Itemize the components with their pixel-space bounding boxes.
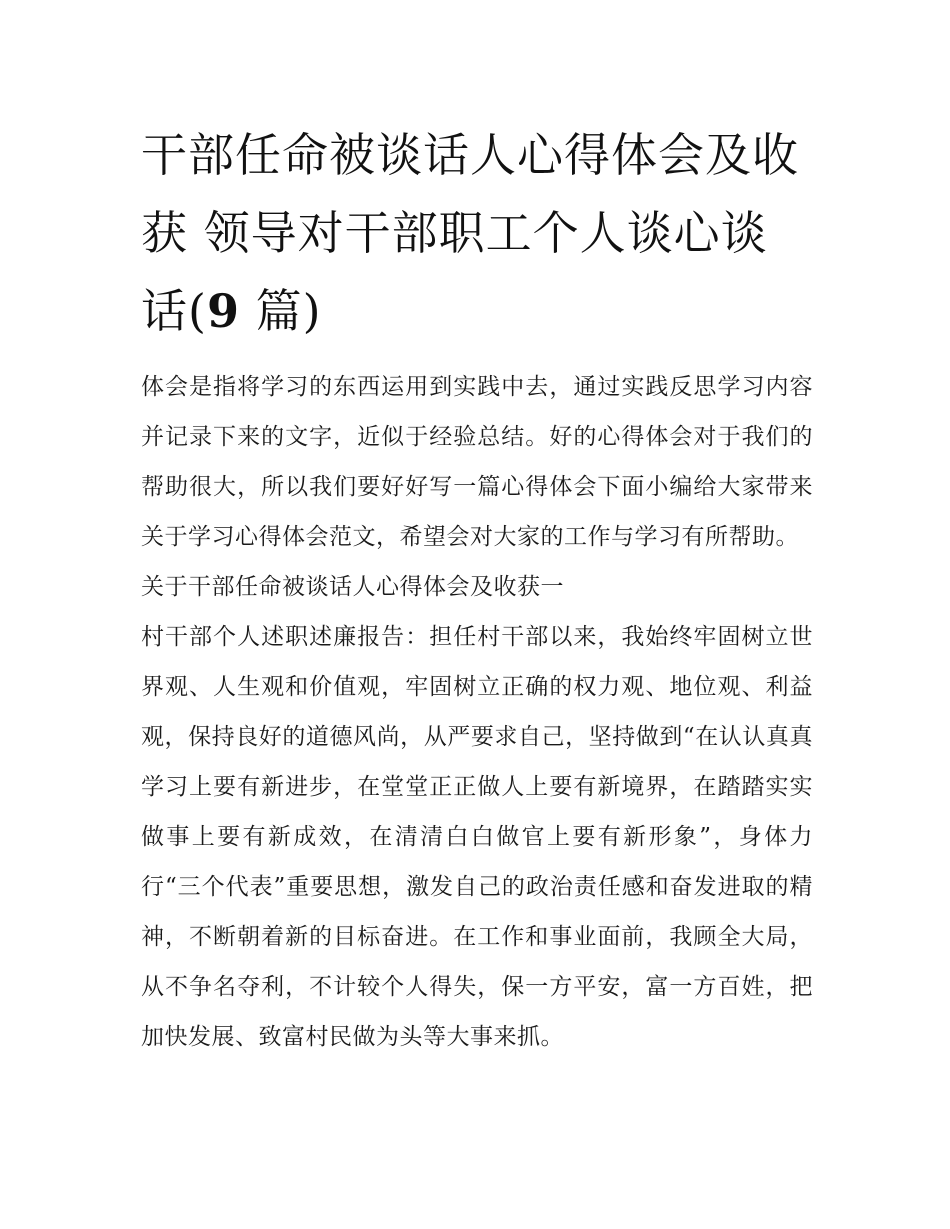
intro-paragraph: 体会是指将学习的东西运用到实践中去，通过实践反思学习内容并记录下来的文字，近似于经验总结。好的心得体会对于我们的帮助很大，所以我们要好好写一篇心得体会下面小编给大家带来关于学习心得体会范文，希望会对大家的工作与学习有所帮助。 (141, 374, 813, 550)
title-text-part1: 干部任命被谈话人心得体会及收获 领导对干部职工个人谈心谈话( (141, 128, 799, 338)
section-heading: 关于干部任命被谈话人心得体会及收获一 (141, 574, 564, 600)
section-body-paragraph: 村干部个人述职述廉报告：担任村干部以来，我始终牢固树立世界观、人生观和价值观，牢固树立正确的权力观、地位观、利益观，保持良好的道德风尚，从严要求自己，坚持做到“在认认真真学习上要有新进步，在堂堂正正做人上要有新境界，在踏踏实实做事上要有新成效，在清清白白做官上要有新形象”，身体力行“三个代表”重要思想，激发自己的政治责任感和奋发进取的精神，不断朝着新的目标奋进。在工作和事业面前，我顾全大局，从不争名夺利，不计较个人得失，保一方平安，富一方百姓，把加快发展、致富村民做为头等大事来抓。 (141, 624, 813, 1050)
title-text-part2: 篇) (239, 284, 322, 338)
document-title (141, 116, 813, 350)
document-page (141, 116, 813, 1062)
title-number: 9 (206, 284, 240, 338)
